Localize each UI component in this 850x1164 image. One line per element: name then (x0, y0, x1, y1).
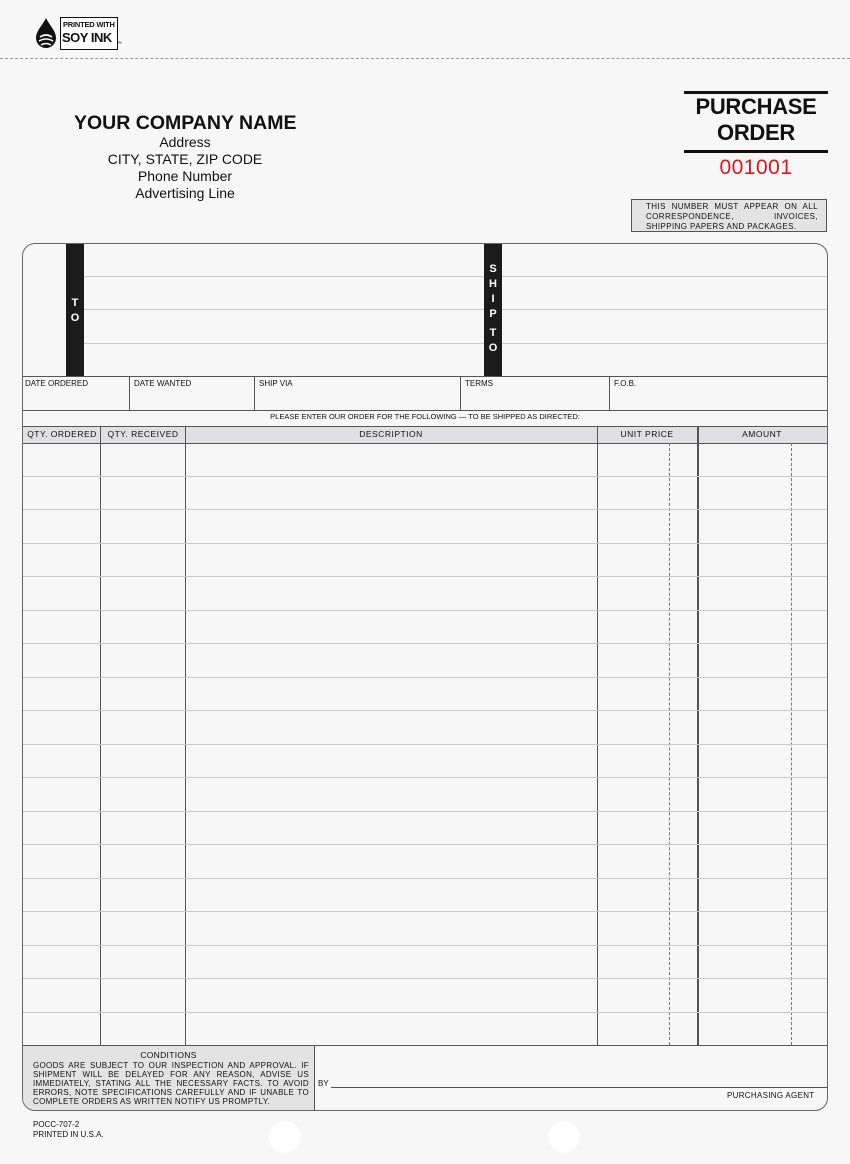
ship-to-address-line[interactable] (502, 343, 827, 344)
signature-line[interactable] (331, 1087, 827, 1088)
ship-to-letter: O (488, 342, 498, 354)
ship-to-side-label (484, 244, 502, 376)
ship-to-address-line[interactable] (502, 309, 827, 310)
company-address: Address (159, 134, 211, 150)
soy-ink-badge (60, 17, 118, 50)
field-divider (254, 376, 255, 410)
to-address-line[interactable] (84, 343, 484, 344)
column-divider (100, 426, 101, 1045)
form-code: POCC-707-2 (33, 1120, 80, 1129)
date-ordered-field[interactable]: DATE ORDERED (25, 379, 88, 388)
punch-hole (269, 1121, 301, 1153)
line-item-row-separator (23, 844, 827, 845)
company-city-state-zip: CITY, STATE, ZIP CODE (107, 151, 263, 167)
description-header: DESCRIPTION (359, 429, 423, 439)
fields-row-top (23, 376, 827, 377)
qty-received-header: QTY. RECEIVED (107, 429, 179, 439)
title-line-2: ORDER (717, 120, 795, 145)
title-line-1: PURCHASE (695, 94, 817, 119)
line-item-row-separator (23, 610, 827, 611)
fields-row-bottom (23, 410, 827, 411)
ship-to-address-line[interactable] (502, 276, 827, 277)
line-item-row-separator (23, 677, 827, 678)
fob-field[interactable]: F.O.B. (614, 379, 637, 388)
ship-to-letter: I (491, 293, 495, 305)
line-item-row-separator (23, 643, 827, 644)
to-side-label (66, 244, 84, 376)
column-divider (697, 426, 699, 1045)
conditions-title: CONDITIONS (140, 1050, 197, 1060)
to-address-line[interactable] (84, 309, 484, 310)
ship-to-letter: S (489, 263, 497, 275)
trademark-symbol: ™ (117, 41, 122, 47)
ship-to-letter: H (489, 278, 497, 290)
soy-drop-icon (33, 17, 59, 51)
to-letter: O (70, 312, 80, 324)
column-divider (185, 426, 186, 1045)
line-item-row-separator (23, 576, 827, 577)
to-address-line[interactable] (84, 276, 484, 277)
line-item-row-separator (23, 543, 827, 544)
line-item-row-separator (23, 476, 827, 477)
line-item-row-separator (23, 878, 827, 879)
soy-logo-line1: PRINTED WITH (63, 20, 115, 29)
unit-price-header: UNIT PRICE (620, 429, 674, 439)
line-item-row-separator (23, 1012, 827, 1013)
field-divider (460, 376, 461, 410)
line-item-row-separator (23, 744, 827, 745)
soy-logo-line2: SOY INK (62, 30, 112, 45)
purchasing-agent-label: PURCHASING AGENT (727, 1091, 815, 1100)
line-item-row-separator (23, 911, 827, 912)
order-instruction: PLEASE ENTER OUR ORDER FOR THE FOLLOWING — TO BE SHIPPED AS DIRECTED: (270, 412, 580, 421)
field-divider (609, 376, 610, 410)
terms-field[interactable]: TERMS (465, 379, 493, 388)
by-label: BY (318, 1079, 329, 1088)
company-advertising-line: Advertising Line (135, 185, 235, 201)
company-phone: Phone Number (137, 168, 233, 184)
printed-in: PRINTED IN U.S.A. (33, 1130, 104, 1139)
punch-hole (548, 1121, 580, 1153)
line-item-row-separator (23, 710, 827, 711)
company-name: YOUR COMPANY NAME (74, 112, 297, 134)
qty-ordered-header: QTY. ORDERED (27, 429, 97, 439)
to-letter: T (71, 297, 79, 309)
line-item-row-separator (23, 978, 827, 979)
line-item-row-separator (23, 777, 827, 778)
document-title (684, 91, 828, 153)
soy-ink-logo (33, 17, 122, 51)
conditions-divider (314, 1045, 315, 1111)
line-item-row-separator (23, 945, 827, 946)
line-item-row-separator (23, 509, 827, 510)
line-item-row-separator (23, 811, 827, 812)
po-number: 001001 (719, 156, 793, 179)
ship-to-letter: P (489, 308, 497, 320)
amount-header: AMOUNT (742, 429, 782, 439)
number-notice: THIS NUMBER MUST APPEAR ON ALL CORRESPONDENCE, INVOICES, SHIPPING PAPERS AND PACKAGES. (631, 199, 827, 232)
date-wanted-field[interactable]: DATE WANTED (134, 379, 192, 388)
column-divider (597, 426, 598, 1045)
ship-to-letter: T (489, 327, 497, 339)
conditions-text: GOODS ARE SUBJECT TO OUR INSPECTION AND APPROVAL. IF SHIPMENT WILL BE DELAYED FOR ANY REASON, ADVISE US IMMEDIATELY, STATING ALL THE NECESSARY FACTS. TO AVOID ERRORS, NOTE SPECIFICATIONS CAREFULLY AND IF UNABLE TO COMPLETE ORDERS AS WRITTEN NOTIFY US PROMPTLY. (33, 1061, 309, 1106)
field-divider (129, 376, 130, 410)
ship-via-field[interactable]: SHIP VIA (259, 379, 293, 388)
perforation-line (0, 58, 850, 59)
